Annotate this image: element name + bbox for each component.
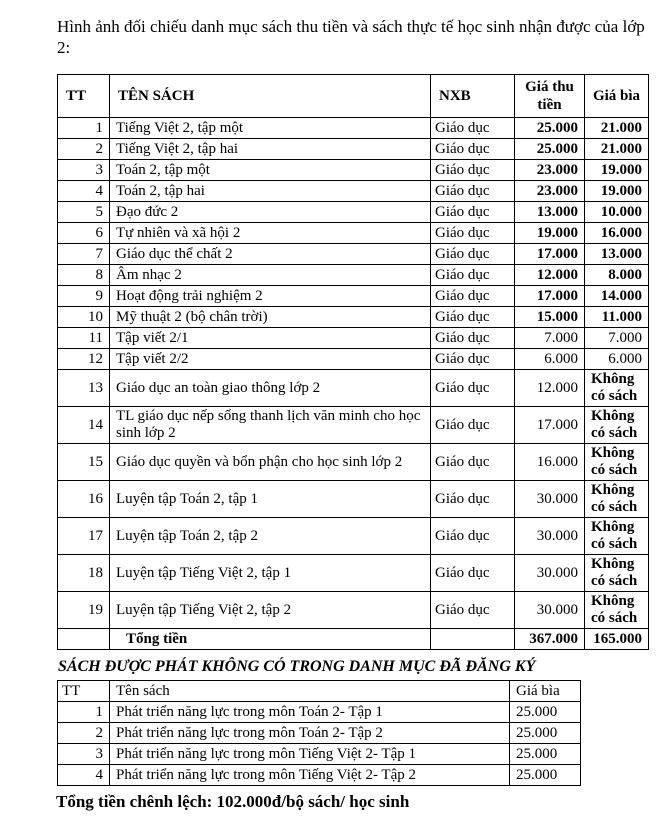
book-name: Giáo dục an toàn giao thông lớp 2 bbox=[110, 370, 431, 407]
cover-price: 19.000 bbox=[585, 160, 649, 181]
total-collected: 367.000 bbox=[515, 629, 585, 650]
total-empty-cell bbox=[58, 629, 110, 650]
cover-price: 25.000 bbox=[510, 765, 581, 786]
book-name: Tiếng Việt 2, tập một bbox=[110, 118, 431, 139]
collected-price: 12.000 bbox=[515, 370, 585, 407]
table-row bbox=[58, 286, 649, 307]
total-empty-cell bbox=[431, 629, 515, 650]
book-name: Toán 2, tập một bbox=[110, 160, 431, 181]
table-row bbox=[58, 370, 649, 407]
cover-price: 25.000 bbox=[510, 723, 581, 744]
table-row bbox=[58, 481, 649, 518]
collected-price: 17.000 bbox=[515, 407, 585, 444]
book-name: Phát triển năng lực trong môn Toán 2- Tập 2 bbox=[110, 723, 510, 744]
row-number: 2 bbox=[58, 139, 110, 160]
row-number: 14 bbox=[58, 407, 110, 444]
publisher: Giáo dục bbox=[431, 555, 515, 592]
book-name: Âm nhạc 2 bbox=[110, 265, 431, 286]
book-name: Tập viết 2/2 bbox=[110, 349, 431, 370]
collected-price: 6.000 bbox=[515, 349, 585, 370]
book-name: Mỹ thuật 2 (bộ chân trời) bbox=[110, 307, 431, 328]
book-name: Luyện tập Tiếng Việt 2, tập 2 bbox=[110, 592, 431, 629]
table-row bbox=[58, 139, 649, 160]
table-row bbox=[58, 407, 649, 444]
header-collected-price: Giá thu tiền bbox=[515, 75, 585, 118]
extra-books-table bbox=[57, 680, 581, 786]
extra-section-title: SÁCH ĐƯỢC PHÁT KHÔNG CÓ TRONG DANH MỤC ĐÃ ĐĂNG KÝ bbox=[58, 658, 536, 675]
collected-price: 7.000 bbox=[515, 328, 585, 349]
book-name: Đạo đức 2 bbox=[110, 202, 431, 223]
publisher: Giáo dục bbox=[431, 444, 515, 481]
cover-price: 7.000 bbox=[585, 328, 649, 349]
book-name: Tập viết 2/1 bbox=[110, 328, 431, 349]
collected-price: 19.000 bbox=[515, 223, 585, 244]
table-row bbox=[58, 592, 649, 629]
cover-price: Không có sách bbox=[585, 444, 649, 481]
extra-header-name: Tên sách bbox=[110, 681, 510, 702]
cover-price: 6.000 bbox=[585, 349, 649, 370]
table-row bbox=[58, 181, 649, 202]
cover-price: 10.000 bbox=[585, 202, 649, 223]
cover-price: Không có sách bbox=[585, 518, 649, 555]
cover-price: Không có sách bbox=[585, 407, 649, 444]
cover-price: 19.000 bbox=[585, 181, 649, 202]
row-number: 2 bbox=[58, 723, 110, 744]
cover-price: 13.000 bbox=[585, 244, 649, 265]
publisher: Giáo dục bbox=[431, 328, 515, 349]
table-row bbox=[58, 444, 649, 481]
table-row bbox=[58, 223, 649, 244]
book-name: Phát triển năng lực trong môn Toán 2- Tập 1 bbox=[110, 702, 510, 723]
collected-price: 23.000 bbox=[515, 181, 585, 202]
row-number: 7 bbox=[58, 244, 110, 265]
cover-price: 11.000 bbox=[585, 307, 649, 328]
book-name: Hoạt động trải nghiệm 2 bbox=[110, 286, 431, 307]
row-number: 6 bbox=[58, 223, 110, 244]
table-row bbox=[58, 202, 649, 223]
table-row bbox=[58, 265, 649, 286]
row-number: 13 bbox=[58, 370, 110, 407]
extra-header-row bbox=[58, 681, 581, 702]
row-number: 4 bbox=[58, 765, 110, 786]
extra-table-row bbox=[58, 744, 581, 765]
publisher: Giáo dục bbox=[431, 202, 515, 223]
collected-price: 23.000 bbox=[515, 160, 585, 181]
row-number: 19 bbox=[58, 592, 110, 629]
book-name: Toán 2, tập hai bbox=[110, 181, 431, 202]
header-book-name: TÊN SÁCH bbox=[110, 75, 431, 118]
cover-price: 25.000 bbox=[510, 744, 581, 765]
book-name: Luyện tập Toán 2, tập 1 bbox=[110, 481, 431, 518]
publisher: Giáo dục bbox=[431, 265, 515, 286]
publisher: Giáo dục bbox=[431, 286, 515, 307]
extra-table-row bbox=[58, 765, 581, 786]
cover-price: 25.000 bbox=[510, 702, 581, 723]
publisher: Giáo dục bbox=[431, 223, 515, 244]
row-number: 5 bbox=[58, 202, 110, 223]
collected-price: 25.000 bbox=[515, 139, 585, 160]
publisher: Giáo dục bbox=[431, 160, 515, 181]
table-row bbox=[58, 518, 649, 555]
publisher: Giáo dục bbox=[431, 307, 515, 328]
header-publisher: NXB bbox=[431, 75, 515, 118]
collected-price: 25.000 bbox=[515, 118, 585, 139]
book-name: Giáo dục quyền và bổn phận cho học sinh lớp 2 bbox=[110, 444, 431, 481]
table-row bbox=[58, 244, 649, 265]
extra-header-tt: TT bbox=[58, 681, 110, 702]
collected-price: 30.000 bbox=[515, 518, 585, 555]
row-number: 11 bbox=[58, 328, 110, 349]
cover-price: Không có sách bbox=[585, 481, 649, 518]
publisher: Giáo dục bbox=[431, 349, 515, 370]
publisher: Giáo dục bbox=[431, 481, 515, 518]
book-list-table bbox=[57, 74, 649, 650]
row-number: 3 bbox=[58, 744, 110, 765]
collected-price: 12.000 bbox=[515, 265, 585, 286]
header-cover-price: Giá bìa bbox=[585, 75, 649, 118]
intro-text: Hình ảnh đối chiếu danh mục sách thu tiền và sách thực tế học sinh nhận được của lớp 2: bbox=[57, 17, 645, 57]
row-number: 18 bbox=[58, 555, 110, 592]
book-name: TL giáo dục nếp sống thanh lịch văn minh cho học sinh lớp 2 bbox=[110, 407, 431, 444]
publisher: Giáo dục bbox=[431, 592, 515, 629]
cover-price: Không có sách bbox=[585, 370, 649, 407]
row-number: 4 bbox=[58, 181, 110, 202]
row-number: 12 bbox=[58, 349, 110, 370]
extra-table-row bbox=[58, 702, 581, 723]
row-number: 9 bbox=[58, 286, 110, 307]
cover-price: Không có sách bbox=[585, 555, 649, 592]
book-name: Tiếng Việt 2, tập hai bbox=[110, 139, 431, 160]
table-row bbox=[58, 349, 649, 370]
table-row bbox=[58, 555, 649, 592]
table-header-row bbox=[58, 75, 649, 118]
total-row bbox=[58, 629, 649, 650]
extra-table-row bbox=[58, 723, 581, 744]
row-number: 1 bbox=[58, 702, 110, 723]
collected-price: 16.000 bbox=[515, 444, 585, 481]
collected-price: 17.000 bbox=[515, 286, 585, 307]
table-row bbox=[58, 160, 649, 181]
table-row bbox=[58, 118, 649, 139]
publisher: Giáo dục bbox=[431, 244, 515, 265]
cover-price: 8.000 bbox=[585, 265, 649, 286]
table-row bbox=[58, 328, 649, 349]
collected-price: 30.000 bbox=[515, 592, 585, 629]
cover-price: 14.000 bbox=[585, 286, 649, 307]
book-name: Phát triển năng lực trong môn Tiếng Việt 2- Tập 1 bbox=[110, 744, 510, 765]
cover-price: 21.000 bbox=[585, 118, 649, 139]
book-name: Luyện tập Tiếng Việt 2, tập 1 bbox=[110, 555, 431, 592]
total-difference: Tổng tiền chênh lệch: 102.000đ/bộ sách/ học sinh bbox=[56, 792, 410, 811]
collected-price: 15.000 bbox=[515, 307, 585, 328]
collected-price: 30.000 bbox=[515, 481, 585, 518]
book-name: Giáo dục thể chất 2 bbox=[110, 244, 431, 265]
row-number: 15 bbox=[58, 444, 110, 481]
row-number: 3 bbox=[58, 160, 110, 181]
book-name: Luyện tập Toán 2, tập 2 bbox=[110, 518, 431, 555]
publisher: Giáo dục bbox=[431, 118, 515, 139]
publisher: Giáo dục bbox=[431, 407, 515, 444]
publisher: Giáo dục bbox=[431, 370, 515, 407]
cover-price: Không có sách bbox=[585, 592, 649, 629]
row-number: 17 bbox=[58, 518, 110, 555]
header-tt: TT bbox=[58, 75, 110, 118]
book-name: Phát triển năng lực trong môn Tiếng Việt 2- Tập 2 bbox=[110, 765, 510, 786]
table-row bbox=[58, 307, 649, 328]
row-number: 8 bbox=[58, 265, 110, 286]
row-number: 1 bbox=[58, 118, 110, 139]
collected-price: 13.000 bbox=[515, 202, 585, 223]
publisher: Giáo dục bbox=[431, 518, 515, 555]
collected-price: 30.000 bbox=[515, 555, 585, 592]
publisher: Giáo dục bbox=[431, 139, 515, 160]
cover-price: 21.000 bbox=[585, 139, 649, 160]
cover-price: 16.000 bbox=[585, 223, 649, 244]
row-number: 10 bbox=[58, 307, 110, 328]
book-name: Tự nhiên và xã hội 2 bbox=[110, 223, 431, 244]
extra-header-price: Giá bìa bbox=[510, 681, 581, 702]
collected-price: 17.000 bbox=[515, 244, 585, 265]
row-number: 16 bbox=[58, 481, 110, 518]
publisher: Giáo dục bbox=[431, 181, 515, 202]
total-cover: 165.000 bbox=[585, 629, 649, 650]
total-label: Tổng tiền bbox=[110, 629, 431, 650]
